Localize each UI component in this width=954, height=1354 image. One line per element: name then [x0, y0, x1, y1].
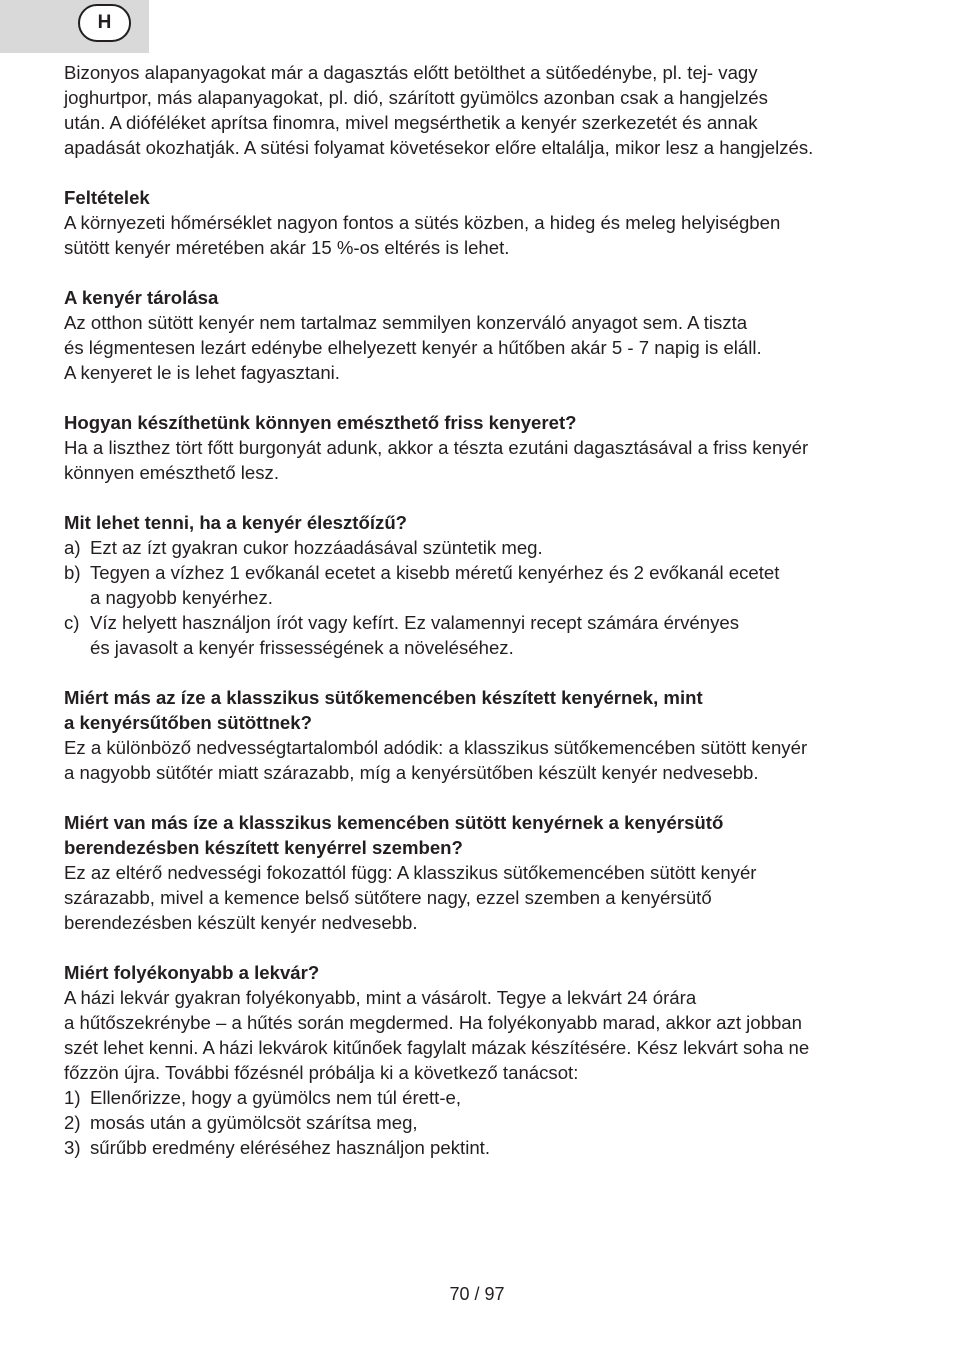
- document-body: [64, 60, 914, 1160]
- list-item-text: [90, 1110, 418, 1135]
- section-heading: [64, 185, 914, 210]
- text-line: szét lehet kenni. A házi lekvárok kitűnőek fagylalt mázak készítésére. Kész lekvárt soha ne: [64, 1037, 810, 1058]
- text-line: és légmentesen lezárt edénybe elhelyezett kenyér a hűtőben akár 5 - 7 napig is eláll.: [64, 337, 762, 358]
- section-taste-difference-oven: [64, 685, 914, 785]
- heading-line: berendezésben készített kenyérrel szemben?: [64, 837, 463, 858]
- text-line: szárazabb, mivel a kemence belső sütőtere nagy, ezzel szemben a kenyérsütő: [64, 887, 712, 908]
- section-digestible-bread: [64, 410, 914, 485]
- section-heading: [64, 810, 914, 860]
- list-item-text: [90, 560, 779, 610]
- page-number: 70 / 97: [449, 1284, 505, 1304]
- list-item: [64, 1085, 914, 1110]
- list-marker: 3): [64, 1137, 81, 1158]
- text-line: A kenyeret le is lehet fagyasztani.: [64, 362, 340, 383]
- section-jam-consistency: [64, 960, 914, 1160]
- text-line: Ez az eltérő nedvességi fokozattól függ: A klasszikus sütőkemencében sütött kenyér: [64, 862, 757, 883]
- list-item-text: [90, 535, 543, 560]
- list-marker: b): [64, 562, 81, 583]
- section-heading: [64, 510, 914, 535]
- text-line: főzzön újra. További főzésnél próbálja ki a következő tanácsot:: [64, 1062, 579, 1083]
- section-heading: [64, 685, 914, 735]
- section-heading: [64, 410, 914, 435]
- heading-line: A kenyér tárolása: [64, 287, 219, 308]
- section-taste-difference-machine: [64, 810, 914, 935]
- text-line: könnyen emészthető lesz.: [64, 462, 279, 483]
- heading-line: a kenyérsűtőben sütöttnek?: [64, 712, 312, 733]
- section-paragraph: [64, 735, 914, 785]
- list-item: [64, 535, 914, 560]
- section-conditions: [64, 185, 914, 260]
- list-item-text: [90, 1135, 490, 1160]
- list-item: [64, 610, 914, 660]
- section-heading: [64, 285, 914, 310]
- list-marker: a): [64, 537, 81, 558]
- list-marker: 1): [64, 1087, 81, 1108]
- intro-paragraph: [64, 60, 914, 160]
- text-line: és javasolt a kenyér frissességének a növeléséhez.: [90, 637, 514, 658]
- text-line: Bizonyos alapanyagokat már a dagasztás előtt betölthet a sütőedénybe, pl. tej- vagy: [64, 62, 758, 83]
- text-line: a hűtőszekrénybe – a hűtés során megdermed. Ha folyékonyabb marad, akkor azt jobban: [64, 1012, 802, 1033]
- list-item: [64, 1110, 914, 1135]
- section-heading: [64, 960, 914, 985]
- language-tab: [0, 0, 149, 53]
- text-line: Ha a liszthez tört főtt burgonyát adunk, akkor a tészta ezutáni dagasztásával a friss kenyér: [64, 437, 809, 458]
- text-line: Tegyen a vízhez 1 evőkanál ecetet a kisebb méretű kenyérhez és 2 evőkanál ecetet: [90, 562, 780, 583]
- text-line: sűrűbb eredmény eléréséhez használjon pektint.: [90, 1137, 491, 1158]
- list-item: [64, 1135, 914, 1160]
- section-paragraph: [64, 435, 914, 485]
- heading-line: Miért más az íze a klasszikus sütőkemencében készített kenyérnek, mint: [64, 687, 703, 708]
- heading-line: Miért folyékonyabb a lekvár?: [64, 962, 320, 983]
- section-paragraph: [64, 985, 914, 1085]
- text-line: mosás után a gyümölcsöt szárítsa meg,: [90, 1112, 418, 1133]
- section-bread-storage: [64, 285, 914, 385]
- text-line: a nagyobb kenyérhez.: [90, 587, 273, 608]
- language-badge: H: [78, 4, 131, 42]
- text-line: Ez a különböző nedvességtartalomból adódik: a klasszikus sütőkemencében sütött kenyér: [64, 737, 808, 758]
- text-line: Az otthon sütött kenyér nem tartalmaz semmilyen konzerváló anyagot sem. A tiszta: [64, 312, 748, 333]
- list-item-text: [90, 610, 739, 660]
- heading-line: Feltételek: [64, 187, 150, 208]
- text-line: sütött kenyér méretében akár 15 %-os eltérés is lehet.: [64, 237, 510, 258]
- section-paragraph: [64, 310, 914, 385]
- section-paragraph: [64, 210, 914, 260]
- list-item-text: [90, 1085, 461, 1110]
- list-item: [64, 560, 914, 610]
- text-line: Ellenőrizze, hogy a gyümölcs nem túl érett-e,: [90, 1087, 462, 1108]
- text-line: apadását okozhatják. A sütési folyamat követésekor előre eltalálja, mikor lesz a hangjelzés.: [64, 137, 814, 158]
- list-marker: c): [64, 612, 80, 633]
- text-line: Ezt az ízt gyakran cukor hozzáadásával szüntetik meg.: [90, 537, 543, 558]
- section-yeast-taste: [64, 510, 914, 660]
- section-paragraph: [64, 860, 914, 935]
- text-line: a nagyobb sütőtér miatt szárazabb, míg a kenyérsütőben készült kenyér nedvesebb.: [64, 762, 759, 783]
- text-line: A környezeti hőmérséklet nagyon fontos a sütés közben, a hideg és meleg helyiségben: [64, 212, 781, 233]
- text-line: Víz helyett használjon írót vagy kefírt. Ez valamennyi recept számára érvényes: [90, 612, 740, 633]
- text-line: joghurtpor, más alapanyagokat, pl. dió, szárított gyümölcs azonban csak a hangjelzés: [64, 87, 768, 108]
- text-line: berendezésben készült kenyér nedvesebb.: [64, 912, 418, 933]
- heading-line: Hogyan készíthetünk könnyen emészthető friss kenyeret?: [64, 412, 577, 433]
- heading-line: Mit lehet tenni, ha a kenyér élesztőízű?: [64, 512, 408, 533]
- text-line: után. A dióféléket aprítsa finomra, mivel megsérthetik a kenyér szerkezetét és annak: [64, 112, 758, 133]
- text-line: A házi lekvár gyakran folyékonyabb, mint a vásárolt. Tegye a lekvárt 24 órára: [64, 987, 697, 1008]
- heading-line: Miért van más íze a klasszikus kemencében sütött kenyérnek a kenyérsütő: [64, 812, 724, 833]
- list-marker: 2): [64, 1112, 81, 1133]
